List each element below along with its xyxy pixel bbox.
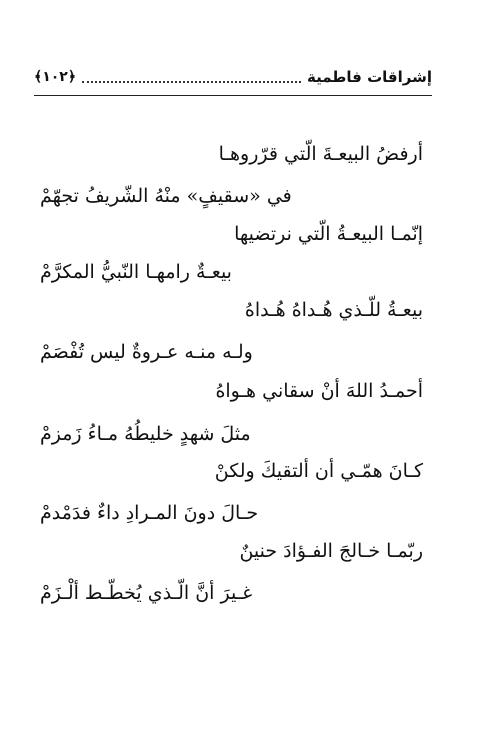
verse-line-12: غـيرَ أنَّ الّـذي يُخطّـط ألْـزَمْ <box>40 582 253 604</box>
header-divider <box>34 95 432 96</box>
verse-line-1: أرفضُ البيعـةَ الّتي قرّروهـا <box>218 143 423 165</box>
verse-line-5: بيعـةُ للّـذي هُـداهُ هُـداهُ <box>244 299 423 321</box>
verse-line-9: كـانَ همّـي أن ألتقيكَ ولكنْ <box>214 460 423 482</box>
page-number: ﴿١٠٢﴾ <box>34 69 77 85</box>
verse-line-8: مثلَ شهدٍ خليطُهُ مـاءُ زَمزمْ <box>40 423 251 445</box>
verse-line-7: أحمـدُ اللهَ أنْ سقاني هـواهُ <box>215 380 423 402</box>
verse-line-10: حـالَ دونَ المـرادِ داءٌ فدَمْدمْ <box>40 502 259 524</box>
header-title: إشراقات فاطمية <box>307 68 432 86</box>
verse-line-2: في «سقيفٍ» منْهُ الشّريفُ تجهّمْ <box>40 185 292 207</box>
verse-line-6: ولـه منـه عـروةٌ ليس تُفْصَمْ <box>40 341 253 363</box>
verse-line-3: إنّمـا البيعـةُ الّتي نرتضيها <box>234 223 423 245</box>
header-dot-leader <box>82 81 301 83</box>
running-header <box>34 64 432 90</box>
verse-line-11: ربّمـا خـالجَ الفـؤادَ حنينٌ <box>239 540 423 562</box>
verse-line-4: بيعـةٌ رامهـا النّبيُّ المكرَّمْ <box>40 261 232 283</box>
